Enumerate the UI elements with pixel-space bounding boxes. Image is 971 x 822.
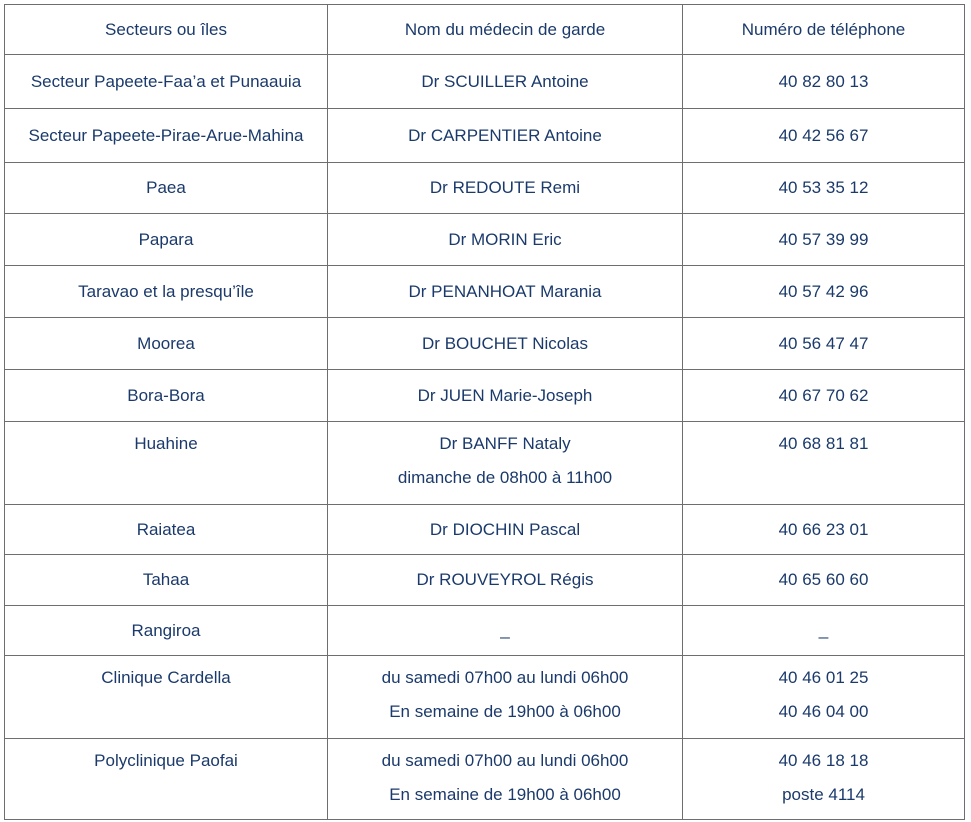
- doctor-cell: [328, 656, 683, 739]
- doctor-cell: Dr PENANHOAT Marania: [328, 266, 683, 318]
- sector-cell: Huahine: [5, 422, 328, 505]
- doctor-cell: Dr ROUVEYROL Régis: [328, 555, 683, 606]
- sector-cell: Secteur Papeete-Pirae-Arue-Mahina: [5, 109, 328, 163]
- phone-cell: 40 82 80 13: [683, 55, 965, 109]
- doctor-name: Dr BANFF Nataly: [439, 434, 571, 453]
- phone-cell: 40 56 47 47: [683, 318, 965, 370]
- table-row: [5, 266, 965, 318]
- phone-cell: _: [683, 606, 965, 656]
- table-row: [5, 163, 965, 214]
- table-row: [5, 55, 965, 109]
- sector-cell: Taravao et la presqu’île: [5, 266, 328, 318]
- schedule-weekday: En semaine de 19h00 à 06h00: [389, 785, 621, 804]
- sector-cell: Papara: [5, 214, 328, 266]
- header-phone: Numéro de téléphone: [683, 5, 965, 55]
- phone-number: 40 46 01 25: [778, 668, 869, 687]
- header-sector: Secteurs ou îles: [5, 5, 328, 55]
- sector-cell: Bora-Bora: [5, 370, 328, 422]
- sector-cell: Secteur Papeete-Faa’a et Punaauia: [5, 55, 328, 109]
- table-row: [5, 109, 965, 163]
- phone-number-secondary: 40 46 04 00: [778, 702, 869, 721]
- doctor-cell: [328, 739, 683, 820]
- table-row: [5, 214, 965, 266]
- sector-cell: Clinique Cardella: [5, 656, 328, 739]
- phone-cell: 40 66 23 01: [683, 505, 965, 555]
- schedule-weekday: En semaine de 19h00 à 06h00: [389, 702, 621, 721]
- table-row: [5, 422, 965, 505]
- doctor-cell: Dr REDOUTE Remi: [328, 163, 683, 214]
- phone-extension: poste 4114: [782, 785, 865, 804]
- doctor-cell: Dr SCUILLER Antoine: [328, 55, 683, 109]
- header-doctor: Nom du médecin de garde: [328, 5, 683, 55]
- phone-cell: [683, 656, 965, 739]
- sector-cell: Raiatea: [5, 505, 328, 555]
- table-row: [5, 739, 965, 820]
- sector-cell: Polyclinique Paofai: [5, 739, 328, 820]
- table-row: [5, 370, 965, 422]
- on-call-doctors-table: [4, 4, 965, 820]
- doctor-cell: Dr JUEN Marie-Joseph: [328, 370, 683, 422]
- phone-cell: 40 68 81 81: [683, 422, 965, 505]
- phone-number: 40 46 18 18: [778, 751, 869, 770]
- doctor-schedule-note: dimanche de 08h00 à 11h00: [397, 468, 613, 487]
- doctor-cell: Dr DIOCHIN Pascal: [328, 505, 683, 555]
- table-row: [5, 656, 965, 739]
- table-row: [5, 318, 965, 370]
- sector-cell: Tahaa: [5, 555, 328, 606]
- schedule-weekend: du samedi 07h00 au lundi 06h00: [381, 751, 629, 770]
- phone-cell: [683, 739, 965, 820]
- doctor-cell: _: [328, 606, 683, 656]
- table-row: [5, 555, 965, 606]
- doctor-cell: Dr MORIN Eric: [328, 214, 683, 266]
- sector-cell: Paea: [5, 163, 328, 214]
- phone-cell: 40 57 42 96: [683, 266, 965, 318]
- table-row: [5, 606, 965, 656]
- phone-cell: 40 65 60 60: [683, 555, 965, 606]
- doctor-cell: Dr BOUCHET Nicolas: [328, 318, 683, 370]
- phone-cell: 40 67 70 62: [683, 370, 965, 422]
- table-header-row: [5, 5, 965, 55]
- phone-cell: 40 57 39 99: [683, 214, 965, 266]
- sector-cell: Moorea: [5, 318, 328, 370]
- phone-cell: 40 42 56 67: [683, 109, 965, 163]
- sector-cell: Rangiroa: [5, 606, 328, 656]
- doctor-cell: Dr CARPENTIER Antoine: [328, 109, 683, 163]
- doctor-cell: [328, 422, 683, 505]
- phone-cell: 40 53 35 12: [683, 163, 965, 214]
- table-row: [5, 505, 965, 555]
- schedule-weekend: du samedi 07h00 au lundi 06h00: [381, 668, 629, 687]
